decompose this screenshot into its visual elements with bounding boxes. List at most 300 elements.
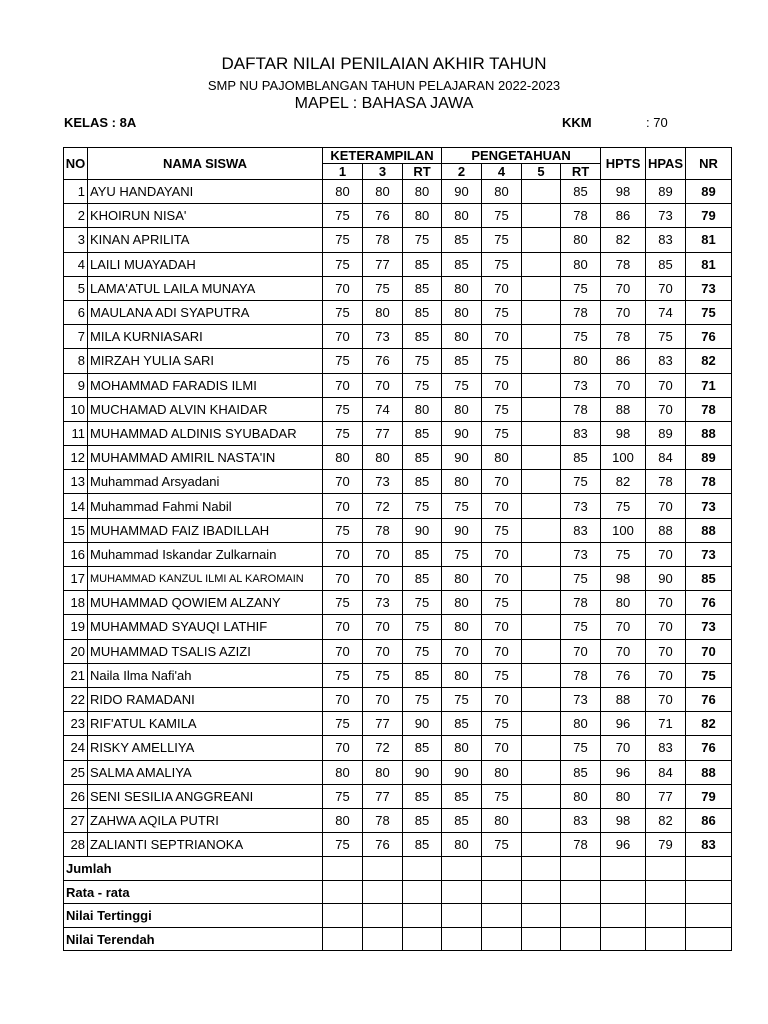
header-no: NO: [64, 148, 88, 180]
score-nr: 89: [686, 446, 732, 470]
score-keterampilan-1: 70: [323, 494, 363, 518]
score-pengetahuan-2: 80: [442, 300, 482, 324]
summary-row: [64, 927, 732, 951]
score-keterampilan-3: 74: [363, 397, 403, 421]
summary-cell: [601, 904, 646, 928]
student-name: MUCHAMAD ALVIN KHAIDAR: [88, 397, 323, 421]
score-keterampilan-rt: 80: [403, 397, 442, 421]
score-hpts: 70: [601, 736, 646, 760]
table-row: [64, 373, 732, 397]
summary-cell: [561, 904, 601, 928]
score-hpts: 86: [601, 349, 646, 373]
score-pengetahuan-rt: 80: [561, 252, 601, 276]
score-pengetahuan-5: [522, 373, 561, 397]
student-name: RIF'ATUL KAMILA: [88, 712, 323, 736]
row-no: 28: [64, 833, 88, 857]
score-hpas: 75: [646, 325, 686, 349]
score-keterampilan-1: 75: [323, 421, 363, 445]
score-pengetahuan-4: 70: [482, 325, 522, 349]
score-keterampilan-3: 70: [363, 687, 403, 711]
score-hpts: 70: [601, 300, 646, 324]
score-nr: 75: [686, 663, 732, 687]
table-row: [64, 325, 732, 349]
score-hpas: 84: [646, 446, 686, 470]
score-keterampilan-rt: 75: [403, 687, 442, 711]
student-name: MUHAMMAD AMIRIL NASTA'IN: [88, 446, 323, 470]
score-keterampilan-1: 75: [323, 252, 363, 276]
score-nr: 78: [686, 397, 732, 421]
score-keterampilan-1: 80: [323, 808, 363, 832]
score-keterampilan-rt: 80: [403, 204, 442, 228]
score-pengetahuan-2: 80: [442, 833, 482, 857]
summary-cell: [686, 880, 732, 904]
student-name: RISKY AMELLIYA: [88, 736, 323, 760]
score-pengetahuan-rt: 85: [561, 446, 601, 470]
score-nr: 73: [686, 494, 732, 518]
score-hpts: 70: [601, 615, 646, 639]
score-pengetahuan-2: 85: [442, 712, 482, 736]
score-keterampilan-rt: 75: [403, 228, 442, 252]
score-pengetahuan-rt: 75: [561, 325, 601, 349]
score-pengetahuan-4: 75: [482, 204, 522, 228]
score-hpas: 84: [646, 760, 686, 784]
score-pengetahuan-5: [522, 542, 561, 566]
score-keterampilan-3: 77: [363, 784, 403, 808]
header-keterampilan-rt: RT: [403, 164, 442, 180]
kkm-label: KKM: [562, 115, 592, 130]
table-row: [64, 494, 732, 518]
score-hpts: 75: [601, 542, 646, 566]
row-no: 8: [64, 349, 88, 373]
score-pengetahuan-2: 80: [442, 591, 482, 615]
score-keterampilan-3: 80: [363, 180, 403, 204]
score-hpas: 70: [646, 494, 686, 518]
score-keterampilan-3: 70: [363, 639, 403, 663]
score-pengetahuan-rt: 83: [561, 421, 601, 445]
score-nr: 81: [686, 228, 732, 252]
table-row: [64, 252, 732, 276]
score-pengetahuan-rt: 73: [561, 687, 601, 711]
score-pengetahuan-rt: 78: [561, 204, 601, 228]
student-name: LAILI MUAYADAH: [88, 252, 323, 276]
student-name: KHOIRUN NISA': [88, 204, 323, 228]
header-pengetahuan-2: 2: [442, 164, 482, 180]
score-pengetahuan-4: 75: [482, 833, 522, 857]
score-hpts: 70: [601, 276, 646, 300]
summary-label: Nilai Terendah: [64, 927, 323, 951]
summary-cell: [363, 904, 403, 928]
score-keterampilan-1: 70: [323, 325, 363, 349]
score-keterampilan-1: 70: [323, 542, 363, 566]
score-nr: 73: [686, 615, 732, 639]
score-pengetahuan-4: 75: [482, 349, 522, 373]
score-nr: 71: [686, 373, 732, 397]
score-keterampilan-1: 75: [323, 518, 363, 542]
row-no: 11: [64, 421, 88, 445]
score-keterampilan-1: 70: [323, 639, 363, 663]
summary-cell: [522, 857, 561, 881]
score-keterampilan-3: 73: [363, 325, 403, 349]
score-keterampilan-rt: 75: [403, 373, 442, 397]
student-name: LAMA'ATUL LAILA MUNAYA: [88, 276, 323, 300]
table-row: [64, 591, 732, 615]
student-name: MIRZAH YULIA SARI: [88, 349, 323, 373]
summary-cell: [601, 880, 646, 904]
row-no: 4: [64, 252, 88, 276]
summary-cell: [403, 857, 442, 881]
student-name: MOHAMMAD FARADIS ILMI: [88, 373, 323, 397]
row-no: 25: [64, 760, 88, 784]
row-no: 18: [64, 591, 88, 615]
score-pengetahuan-5: [522, 325, 561, 349]
score-pengetahuan-rt: 85: [561, 180, 601, 204]
score-pengetahuan-2: 80: [442, 615, 482, 639]
score-keterampilan-3: 70: [363, 542, 403, 566]
summary-cell: [482, 904, 522, 928]
score-nr: 85: [686, 567, 732, 591]
row-no: 3: [64, 228, 88, 252]
score-pengetahuan-5: [522, 808, 561, 832]
student-name: ZALIANTI SEPTRIANOKA: [88, 833, 323, 857]
score-pengetahuan-rt: 80: [561, 349, 601, 373]
score-keterampilan-1: 75: [323, 833, 363, 857]
header-keterampilan-3: 3: [363, 164, 403, 180]
summary-cell: [646, 880, 686, 904]
summary-cell: [561, 880, 601, 904]
table-row: [64, 421, 732, 445]
score-keterampilan-3: 80: [363, 300, 403, 324]
score-pengetahuan-5: [522, 300, 561, 324]
score-hpas: 78: [646, 470, 686, 494]
summary-cell: [561, 857, 601, 881]
row-no: 20: [64, 639, 88, 663]
summary-row: [64, 857, 732, 881]
score-keterampilan-3: 70: [363, 567, 403, 591]
score-nr: 81: [686, 252, 732, 276]
score-hpas: 85: [646, 252, 686, 276]
score-keterampilan-rt: 85: [403, 325, 442, 349]
score-keterampilan-rt: 85: [403, 736, 442, 760]
table-row: [64, 542, 732, 566]
summary-cell: [686, 904, 732, 928]
row-no: 13: [64, 470, 88, 494]
score-pengetahuan-5: [522, 397, 561, 421]
score-hpas: 71: [646, 712, 686, 736]
score-keterampilan-1: 70: [323, 687, 363, 711]
score-pengetahuan-4: 75: [482, 228, 522, 252]
score-pengetahuan-5: [522, 639, 561, 663]
row-no: 24: [64, 736, 88, 760]
summary-cell: [686, 927, 732, 951]
summary-cell: [442, 857, 482, 881]
summary-cell: [323, 904, 363, 928]
score-nr: 76: [686, 736, 732, 760]
score-hpts: 96: [601, 760, 646, 784]
table-row: [64, 615, 732, 639]
summary-cell: [363, 857, 403, 881]
score-pengetahuan-rt: 78: [561, 663, 601, 687]
score-hpts: 96: [601, 833, 646, 857]
score-hpts: 80: [601, 784, 646, 808]
score-pengetahuan-rt: 75: [561, 470, 601, 494]
student-name: MUHAMMAD FAIZ IBADILLAH: [88, 518, 323, 542]
score-pengetahuan-rt: 78: [561, 833, 601, 857]
score-pengetahuan-4: 80: [482, 180, 522, 204]
summary-cell: [403, 880, 442, 904]
summary-cell: [522, 880, 561, 904]
table-row: [64, 687, 732, 711]
summary-cell: [522, 927, 561, 951]
table-row: [64, 349, 732, 373]
score-hpas: 70: [646, 663, 686, 687]
score-keterampilan-1: 75: [323, 663, 363, 687]
summary-cell: [482, 880, 522, 904]
summary-cell: [646, 857, 686, 881]
score-pengetahuan-2: 85: [442, 228, 482, 252]
score-pengetahuan-rt: 78: [561, 591, 601, 615]
score-keterampilan-rt: 75: [403, 349, 442, 373]
score-pengetahuan-2: 75: [442, 494, 482, 518]
score-pengetahuan-4: 75: [482, 252, 522, 276]
score-pengetahuan-rt: 78: [561, 300, 601, 324]
score-pengetahuan-4: 75: [482, 397, 522, 421]
table-row: [64, 300, 732, 324]
score-keterampilan-3: 76: [363, 833, 403, 857]
student-name: MILA KURNIASARI: [88, 325, 323, 349]
row-no: 10: [64, 397, 88, 421]
row-no: 22: [64, 687, 88, 711]
header-keterampilan-1: 1: [323, 164, 363, 180]
table-row: [64, 518, 732, 542]
student-name: Muhammad Arsyadani: [88, 470, 323, 494]
score-keterampilan-rt: 85: [403, 808, 442, 832]
score-hpas: 83: [646, 349, 686, 373]
score-hpas: 70: [646, 397, 686, 421]
score-hpas: 83: [646, 228, 686, 252]
table-row: [64, 204, 732, 228]
header-hpts: HPTS: [601, 148, 646, 180]
score-pengetahuan-2: 90: [442, 421, 482, 445]
score-keterampilan-1: 75: [323, 300, 363, 324]
score-pengetahuan-rt: 73: [561, 542, 601, 566]
score-pengetahuan-2: 85: [442, 349, 482, 373]
summary-cell: [323, 880, 363, 904]
score-pengetahuan-2: 70: [442, 639, 482, 663]
student-name: MUHAMMAD ALDINIS SYUBADAR: [88, 421, 323, 445]
header-pengetahuan-4: 4: [482, 164, 522, 180]
score-pengetahuan-4: 75: [482, 591, 522, 615]
table-row: [64, 663, 732, 687]
student-name: MUHAMMAD KANZUL ILMI AL KAROMAIN: [88, 567, 323, 591]
summary-row: [64, 880, 732, 904]
score-nr: 82: [686, 349, 732, 373]
score-pengetahuan-4: 70: [482, 736, 522, 760]
row-no: 14: [64, 494, 88, 518]
score-hpts: 75: [601, 494, 646, 518]
score-pengetahuan-4: 75: [482, 518, 522, 542]
score-keterampilan-3: 77: [363, 712, 403, 736]
score-pengetahuan-4: 75: [482, 421, 522, 445]
score-nr: 70: [686, 639, 732, 663]
score-keterampilan-3: 77: [363, 252, 403, 276]
score-keterampilan-rt: 85: [403, 446, 442, 470]
score-hpas: 79: [646, 833, 686, 857]
score-pengetahuan-4: 70: [482, 276, 522, 300]
score-keterampilan-3: 80: [363, 760, 403, 784]
summary-cell: [323, 857, 363, 881]
score-hpas: 70: [646, 639, 686, 663]
score-keterampilan-3: 70: [363, 615, 403, 639]
summary-cell: [442, 880, 482, 904]
score-keterampilan-3: 78: [363, 228, 403, 252]
score-keterampilan-3: 73: [363, 470, 403, 494]
score-pengetahuan-2: 80: [442, 567, 482, 591]
score-pengetahuan-rt: 75: [561, 615, 601, 639]
table-row: [64, 639, 732, 663]
table-row: [64, 470, 732, 494]
score-nr: 83: [686, 833, 732, 857]
score-pengetahuan-5: [522, 180, 561, 204]
row-no: 2: [64, 204, 88, 228]
score-hpts: 98: [601, 567, 646, 591]
score-pengetahuan-2: 80: [442, 397, 482, 421]
row-no: 17: [64, 567, 88, 591]
header-pengetahuan: PENGETAHUAN: [442, 148, 601, 164]
score-pengetahuan-5: [522, 446, 561, 470]
score-keterampilan-1: 75: [323, 397, 363, 421]
score-pengetahuan-2: 80: [442, 325, 482, 349]
score-keterampilan-rt: 85: [403, 784, 442, 808]
score-pengetahuan-4: 70: [482, 567, 522, 591]
score-keterampilan-3: 75: [363, 276, 403, 300]
score-pengetahuan-rt: 75: [561, 567, 601, 591]
score-pengetahuan-2: 85: [442, 784, 482, 808]
score-pengetahuan-4: 75: [482, 712, 522, 736]
summary-label: Nilai Tertinggi: [64, 904, 323, 928]
score-pengetahuan-2: 85: [442, 252, 482, 276]
score-pengetahuan-rt: 73: [561, 373, 601, 397]
score-pengetahuan-4: 75: [482, 784, 522, 808]
score-pengetahuan-rt: 80: [561, 228, 601, 252]
row-no: 7: [64, 325, 88, 349]
score-pengetahuan-5: [522, 784, 561, 808]
header-keterampilan: KETERAMPILAN: [323, 148, 442, 164]
score-hpas: 73: [646, 204, 686, 228]
score-hpts: 82: [601, 470, 646, 494]
score-keterampilan-rt: 90: [403, 712, 442, 736]
score-hpas: 90: [646, 567, 686, 591]
row-no: 21: [64, 663, 88, 687]
row-no: 26: [64, 784, 88, 808]
score-keterampilan-rt: 85: [403, 470, 442, 494]
student-name: Muhammad Fahmi Nabil: [88, 494, 323, 518]
row-no: 12: [64, 446, 88, 470]
score-keterampilan-rt: 85: [403, 567, 442, 591]
table-row: [64, 736, 732, 760]
score-pengetahuan-2: 90: [442, 180, 482, 204]
table-row: [64, 567, 732, 591]
score-pengetahuan-4: 70: [482, 687, 522, 711]
score-pengetahuan-2: 80: [442, 663, 482, 687]
score-hpts: 100: [601, 518, 646, 542]
score-keterampilan-rt: 90: [403, 760, 442, 784]
class-label: KELAS : 8A: [64, 115, 137, 130]
score-pengetahuan-4: 70: [482, 494, 522, 518]
summary-cell: [363, 880, 403, 904]
score-nr: 89: [686, 180, 732, 204]
score-pengetahuan-2: 75: [442, 542, 482, 566]
score-keterampilan-1: 80: [323, 180, 363, 204]
summary-cell: [482, 927, 522, 951]
score-pengetahuan-4: 70: [482, 542, 522, 566]
score-pengetahuan-4: 80: [482, 760, 522, 784]
summary-cell: [601, 857, 646, 881]
score-pengetahuan-2: 85: [442, 808, 482, 832]
score-keterampilan-3: 73: [363, 591, 403, 615]
row-no: 16: [64, 542, 88, 566]
summary-row: [64, 904, 732, 928]
score-pengetahuan-4: 70: [482, 615, 522, 639]
table-row: [64, 180, 732, 204]
header-pengetahuan-5: 5: [522, 164, 561, 180]
score-hpas: 88: [646, 518, 686, 542]
score-pengetahuan-2: 80: [442, 470, 482, 494]
subject-label: MAPEL : BAHASA JAWA: [294, 95, 474, 112]
score-keterampilan-3: 70: [363, 373, 403, 397]
score-nr: 75: [686, 300, 732, 324]
row-no: 15: [64, 518, 88, 542]
score-pengetahuan-4: 70: [482, 470, 522, 494]
score-hpas: 70: [646, 276, 686, 300]
score-keterampilan-rt: 75: [403, 639, 442, 663]
page-title: DAFTAR NILAI PENILAIAN AKHIR TAHUN: [221, 54, 547, 73]
student-name: SALMA AMALIYA: [88, 760, 323, 784]
score-hpts: 78: [601, 325, 646, 349]
school-subtitle: SMP NU PAJOMBLANGAN TAHUN PELAJARAN 2022-2023: [207, 78, 561, 93]
score-hpts: 70: [601, 639, 646, 663]
score-pengetahuan-5: [522, 470, 561, 494]
summary-cell: [522, 904, 561, 928]
student-name: KINAN APRILITA: [88, 228, 323, 252]
score-keterampilan-1: 75: [323, 228, 363, 252]
score-hpas: 89: [646, 180, 686, 204]
row-no: 1: [64, 180, 88, 204]
summary-cell: [403, 927, 442, 951]
score-pengetahuan-5: [522, 567, 561, 591]
score-hpas: 83: [646, 736, 686, 760]
score-keterampilan-3: 76: [363, 349, 403, 373]
score-pengetahuan-rt: 75: [561, 276, 601, 300]
score-nr: 73: [686, 542, 732, 566]
score-pengetahuan-rt: 83: [561, 808, 601, 832]
student-name: AYU HANDAYANI: [88, 180, 323, 204]
score-pengetahuan-5: [522, 833, 561, 857]
summary-cell: [646, 904, 686, 928]
score-keterampilan-rt: 85: [403, 833, 442, 857]
score-pengetahuan-2: 90: [442, 760, 482, 784]
score-keterampilan-rt: 75: [403, 494, 442, 518]
score-hpts: 82: [601, 228, 646, 252]
score-pengetahuan-4: 80: [482, 808, 522, 832]
header-nr: NR: [686, 148, 732, 180]
score-hpts: 70: [601, 373, 646, 397]
summary-cell: [601, 927, 646, 951]
score-nr: 76: [686, 687, 732, 711]
score-hpts: 98: [601, 180, 646, 204]
score-pengetahuan-rt: 70: [561, 639, 601, 663]
score-pengetahuan-rt: 75: [561, 736, 601, 760]
score-keterampilan-3: 75: [363, 663, 403, 687]
